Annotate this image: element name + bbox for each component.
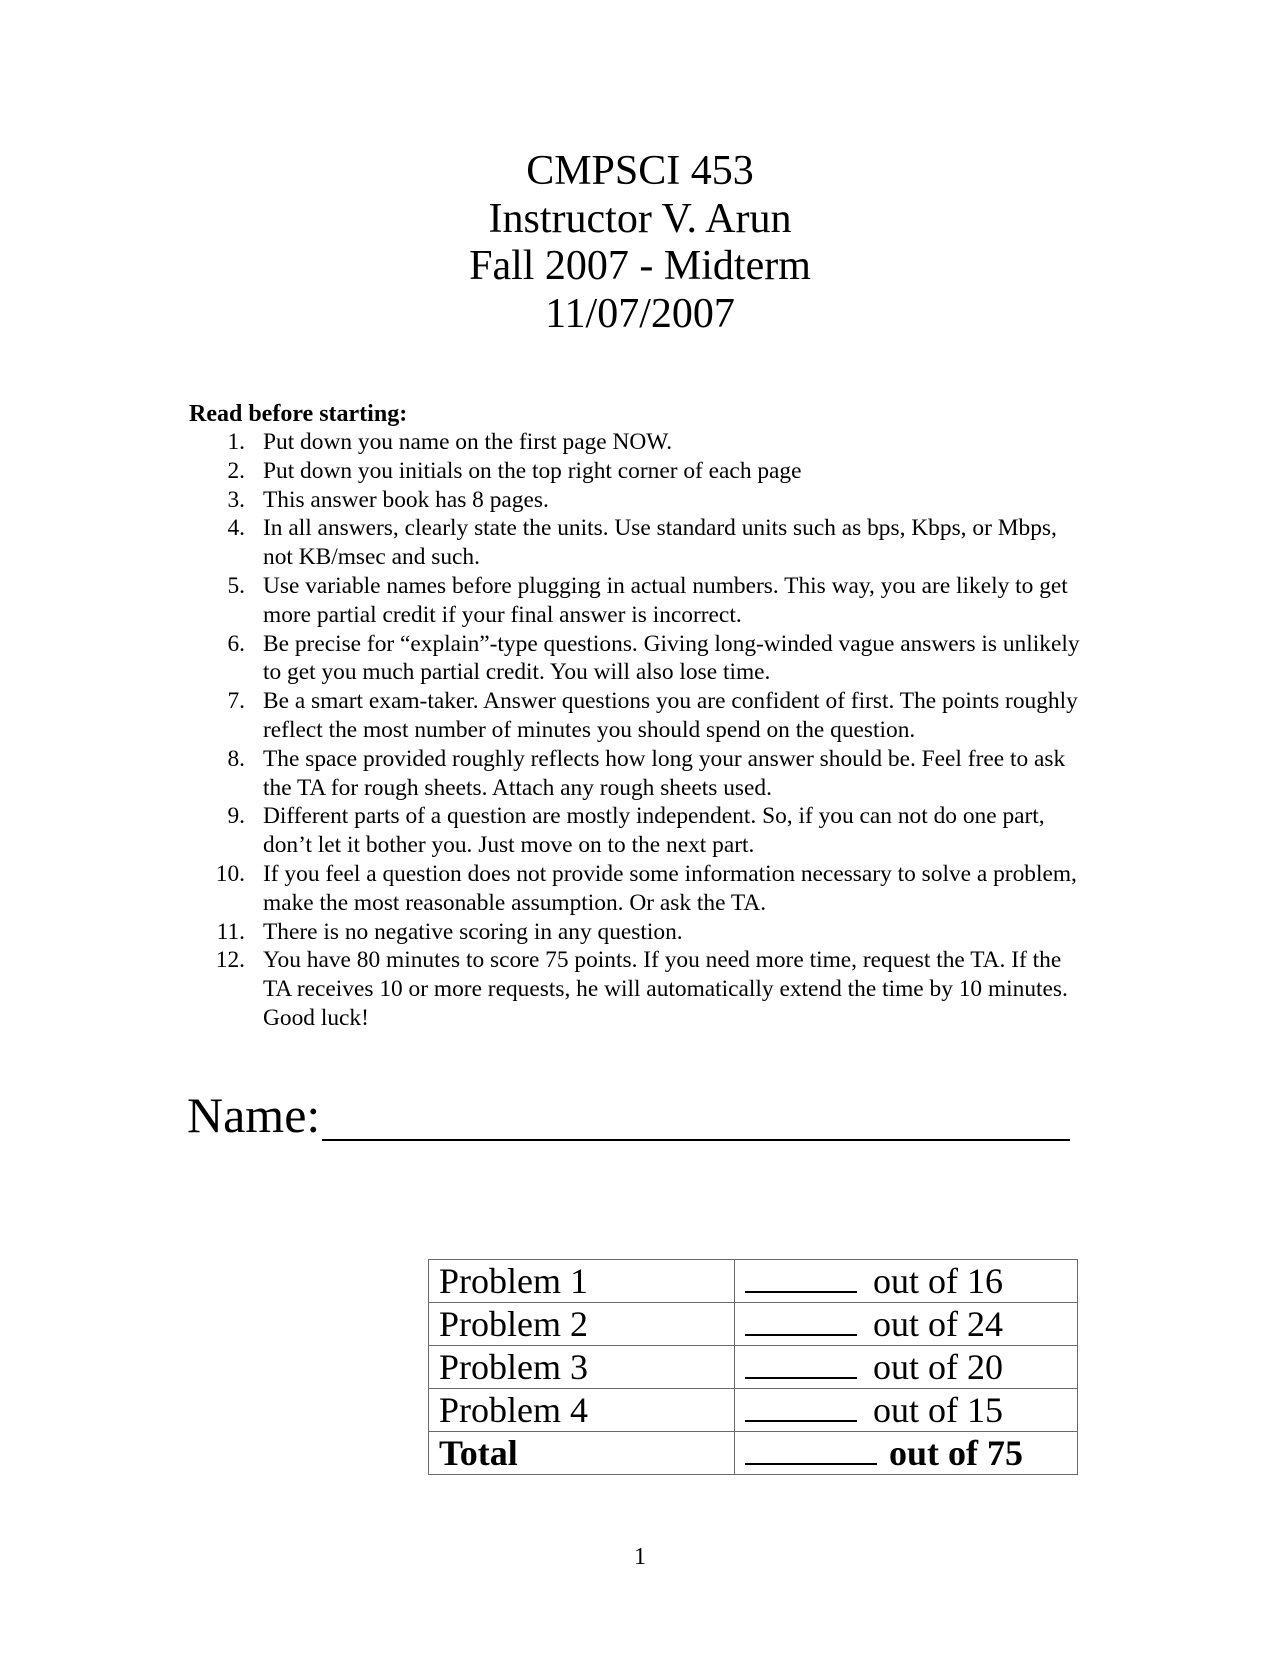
score-blank[interactable]: [745, 1261, 857, 1293]
instruction-text: Be precise for “explain”-type questions. Giving long-winded vague answers is unlikely to get you much partial credit. You will also lose time.: [263, 630, 1080, 686]
problem-label: Problem 2: [429, 1303, 735, 1346]
instruction-item: [189, 457, 1089, 486]
instruction-text: You have 80 minutes to score 75 points. If you need more time, request the TA. If the TA receives 10 or more requests, he will automatically extend the time by 10 minutes. Good luck!: [263, 947, 1068, 1031]
instructor-line: Instructor V. Arun: [488, 195, 792, 242]
instruction-number: 8.: [227, 745, 245, 772]
score-blank[interactable]: [745, 1347, 857, 1379]
problem-label: Problem 3: [429, 1346, 735, 1389]
instruction-text: In all answers, clearly state the units. Use standard units such as bps, Kbps, or Mbps, not KB/msec and such.: [263, 515, 1057, 571]
instruction-item: [189, 860, 1089, 918]
name-field[interactable]: [322, 1139, 1070, 1141]
instruction-item: [189, 630, 1089, 688]
exam-header: [0, 148, 1280, 338]
instruction-item: [189, 428, 1089, 457]
instruction-number: 9.: [227, 803, 245, 830]
score-table: [428, 1259, 1078, 1475]
instruction-number: 5.: [227, 572, 245, 599]
instruction-text: Be a smart exam-taker. Answer questions you are confident of first. The points roughly reflect the most number of minutes you should spend on the question.: [263, 688, 1078, 743]
instruction-item: [189, 802, 1089, 860]
score-row: [429, 1389, 1078, 1432]
instruction-item: [189, 514, 1089, 572]
problem-label: Problem 1: [429, 1260, 735, 1303]
instruction-number: 7.: [227, 688, 245, 715]
instruction-item: [189, 687, 1089, 745]
instruction-text: Put down you name on the first page NOW.: [263, 429, 673, 455]
instructions-list: [189, 428, 1089, 1033]
instruction-item: [189, 946, 1089, 1032]
out-of-text: out of 20: [873, 1347, 1003, 1387]
total-score-blank[interactable]: [745, 1433, 877, 1465]
exam-date: 11/07/2007: [545, 290, 735, 337]
instruction-number: 3.: [227, 486, 245, 513]
instruction-text: Put down you initials on the top right corner of each page: [263, 457, 802, 484]
total-label: Total: [429, 1432, 735, 1475]
instruction-number: 4.: [227, 515, 245, 542]
course-title: CMPSCI 453: [526, 148, 754, 194]
instruction-item: [189, 745, 1089, 803]
total-score-cell: [735, 1432, 1078, 1475]
name-label: Name:: [187, 1087, 321, 1143]
score-row: [429, 1260, 1078, 1303]
total-out-of-text: out of 75: [889, 1433, 1023, 1473]
page-number: 1: [634, 1544, 646, 1570]
exam-title: Fall 2007 - Midterm: [469, 243, 811, 289]
instruction-number: 11.: [216, 918, 245, 945]
score-cell: [735, 1346, 1078, 1389]
instruction-text: Use variable names before plugging in actual numbers. This way, you are likely to get more partial credit if your final answer is incorrect.: [263, 572, 1068, 628]
instruction-number: 10.: [215, 860, 245, 887]
score-row: [429, 1346, 1078, 1389]
instruction-item: [189, 918, 1089, 947]
instruction-text: Different parts of a question are mostly independent. So, if you can not do one part, don’t let it bother you. Just move on to the next part.: [263, 803, 1045, 859]
out-of-text: out of 24: [873, 1304, 1003, 1344]
instruction-number: 6.: [227, 630, 245, 657]
instruction-item: [189, 486, 1089, 515]
instruction-item: [189, 572, 1089, 630]
score-cell: [735, 1303, 1078, 1346]
problem-label: Problem 4: [429, 1389, 735, 1432]
score-cell: [735, 1389, 1078, 1432]
score-blank[interactable]: [745, 1304, 857, 1336]
instruction-text: There is no negative scoring in any question.: [263, 918, 683, 945]
instructions-heading: Read before starting:: [189, 401, 408, 427]
instruction-number: 1.: [227, 429, 245, 455]
instruction-text: This answer book has 8 pages.: [263, 486, 549, 513]
score-blank[interactable]: [745, 1390, 857, 1422]
out-of-text: out of 15: [873, 1390, 1003, 1430]
instruction-number: 12.: [215, 947, 245, 974]
instruction-text: The space provided roughly reflects how long your answer should be. Feel free to ask the TA for rough sheets. Attach any rough sheets used.: [263, 745, 1066, 801]
score-row: [429, 1303, 1078, 1346]
instruction-text: If you feel a question does not provide some information necessary to solve a problem, make the most reasonable assumption. Or ask the TA.: [263, 860, 1077, 916]
total-row: [429, 1432, 1078, 1475]
out-of-text: out of 16: [873, 1261, 1003, 1301]
score-cell: [735, 1260, 1078, 1303]
instruction-number: 2.: [227, 457, 245, 484]
